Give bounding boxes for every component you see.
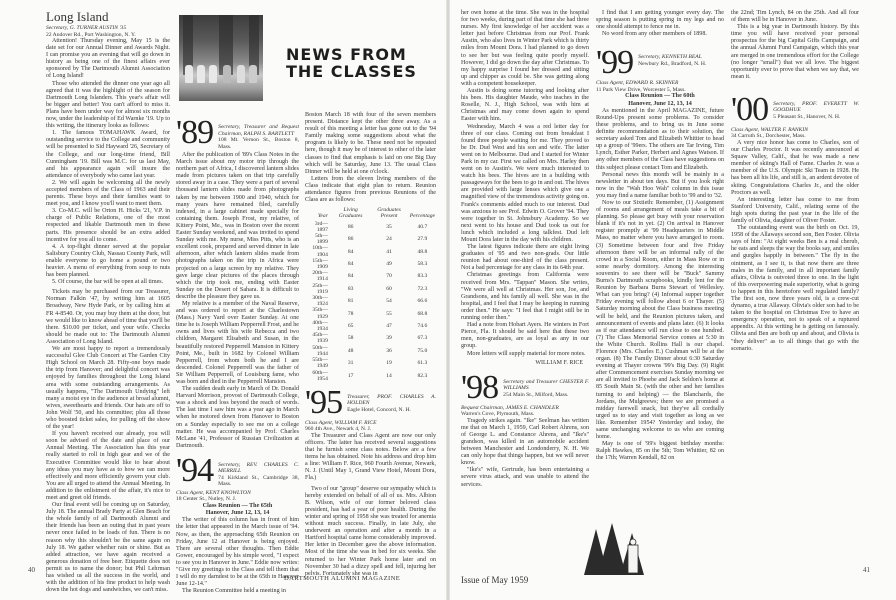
paragraph: Tickets may be purchased from our Treasurer, Norman Falkin '47, by writing him at 1605 Broadway, New Hyde Park, or by calling him at FR 4-8540. Or, you may buy them at the door, but we would like to know ahead of time that you'll be there. $10.00 per ticket, and your wife. Checks should be made out to: The Dartmouth Alumni Association of Long Island. [46,289,170,345]
table-cell: 65 [347,322,354,329]
table-cell: 58 [347,335,354,342]
paragraph: 4. A top-flight dinner served at the popular Salisbury Country Club, Nassau County Park, will enable everyone to go home a pound or two heavier. A menu of everything from soup to nuts has been planned. [46,243,170,279]
table-row [305,295,436,307]
paragraph: Those who attended the dinner one year ago all agreed that it was the highlight of the season for Dartmouth Long Islanders. This year's affair will be bigger and better! You can't afford to miss it. Plans have been under way for almost six months now, under the leadership of Ed Warnke '19. Up to this writing, the itinerary looks as follows: [46,80,170,130]
table-cell: 84 [347,273,354,280]
agent-line: Class Agent, KENT KNOWLTON [176,489,251,496]
paragraph: Tragedy strikes again. "Ike" Seelman has written me that on March 1, 1959, Carl Robert Ahrens, son of George L. and Constance Ahrens, and "Ike's" grandson, was killed in an automobile accident between Manchester and Londonderry, N. H. We can only hope that things happen, but we will never know. [461,417,589,467]
paragraph: Christmas greetings from California were received from Mrs. "Tappan" Mason. She writes, "We were all well at Christmas. Her son, Joe, and Grandsons, and his family all well. She was in the hospital, and I feel that I may be keeping in running order then." He says: "I feel that I might still be in running order then." [461,272,589,322]
paragraph: Letters from the eleven living members of the Class indicate that eight plan to return. Reunion attendance figures from previous Reunions of the Class are as follows: [305,175,436,204]
column-class-00 [731,10,859,353]
class-numeral: '94 [176,451,214,489]
region-title: Long Island [46,9,109,24]
reunion-notice [596,93,724,107]
table-cell: 81 [347,298,354,305]
table-cell: 66.6 [417,298,428,305]
magazine-name: DARTMOUTH ALUMNI MAGAZINE [284,575,401,582]
table-cell: 84 [347,260,354,267]
agent-line: Bequest Chairman, JAMES E. CHANDLER [461,404,559,411]
table-row [305,370,436,382]
reunion-line: Hanover, June 12, 13, 14 [628,100,692,107]
table-row [305,332,436,344]
table-row [305,307,436,319]
table-cell: 19 [386,360,392,367]
paragraph: Austin is doing some tutoring and looking after his bees. His daughter Maude, who teaches in the Roselle, N. J., High School, was with him at Christmas and may come down again to spend Easter with him. [461,88,589,123]
paragraph: Personal news this month will be mainly in a newsletter in about ten days. But if you look right now in the "Wah Hoo Wah" column in this issue you may find a name familiar both to '99 and to '32. [596,171,724,199]
page-number-left: 40 [28,566,35,574]
paragraph: The latest figures indicate there are eight living graduates of '95 and two non-grads. Our little reunion had about one-third of the class present. Not a bad percentage for any class in its 64th year. [461,244,589,272]
table-cell: 55th—1949 [312,357,328,370]
table-row [305,233,436,245]
paragraph: May is one of '99's biggest birthday months: Ralph Hawkes, 85 on the 5th; Tom Whittier, 82 on the 17th; Warren Kendall, 82 on [596,441,724,462]
class-89-header [176,114,299,151]
officer-line: Secretary, Treasurer and Bequest Chairman, RALPH S. BARTLETT [218,124,299,137]
table-cell: 10th—1904 [312,245,328,258]
table-cell: 5th—1899 [315,233,328,246]
table-cell: 82.3 [417,372,428,379]
table-cell: 75.0 [417,347,428,354]
officer-line: Secretary and Treasurer CHESTER F. WILLIAMS [503,378,589,392]
table-cell: 36 [386,347,392,354]
table-row [305,320,436,332]
table-cell: 67.3 [417,335,428,342]
class-numeral: '00 [731,90,769,128]
class-officers [218,118,299,150]
paragraph: A very nice honor has come to Charles, son of our Charles Proctor. It was recently announced at Squaw Valley, Calif., that he was made a new member of skiing's Hall of Fame. Charles Jr. was a member of the U.S. Olympic Ski Team in 1928. He has been all his life, and still is, an ardent devotee of skiing. Congratulations Charles Jr., and the older Proctors as well. [731,139,859,196]
table-row [305,270,436,282]
section-headline [286,46,417,80]
paragraph: Boston March 18 with four of the seven members present. Distance kept the other three away. As a result of this meeting a letter has gone out to the '94 Family making some suggestions about what the program is likely to be. These need not be repeated here, though it may be of interest to other of the later classes to find that emphasis is laid on one Big Day which will be Saturday, June 13. The usual Class Dinner will be held at one o'clock. [305,112,436,175]
table-cell: 68.8 [417,310,428,317]
table-cell: 24 [386,236,392,243]
table-cell: 20th—1914 [312,270,328,283]
table-cell: 50th—1944 [312,344,328,357]
table-cell: 35th—1929 [312,307,328,320]
address-line: 74 Kirkland St., Cambridge 38, Mass. [218,474,299,488]
class-officers [503,373,589,399]
paragraph: As mentioned in the April MAGAZINE, future Round-Ups present some problems. To consider these problems, and to bring us in June some definite recommendation as to their solution, the secretary asked Tom and Elizabeth Whittier to head up a group of '99ers. The others are Tar Irving, Tim Lynch, Esther Parker, Herbert and Agnes Watson. If any other members of the Class have suggestions on this subject please contact Tom and Elizabeth. [596,107,724,171]
address-line: 22 Andover Rd., Port Washington, N. Y. [46,31,136,38]
table-cell: 35 [386,223,392,230]
address-line: 960 4th Ave., Newark 4, N. J. [305,426,372,433]
address-line: 254 Main St., Milford, Mass. [503,391,569,398]
table-cell: 72.3 [417,285,428,292]
table-row [305,258,436,270]
address-line: Warren's Cove, Plymouth, Mass. [461,411,535,418]
paragraph: Had a note from Hobart Ayers. He winters in Fort Pierce, Fla. It should be said here that these two men, non-graduates, are as loyal as any in our group. [461,322,589,350]
table-cell: 48.8 [417,248,428,255]
reunion-line: Class Reunion — The 65th [202,502,273,509]
class-numeral: '98 [461,368,499,406]
column-class-99 [596,10,724,462]
address-line: Newbury Rd., Bradford, N. H. [638,60,707,67]
paragraph: We are most happy to report a tremendously successful Glee Club Concert at The Garden City High School on March 28. Fifty-one boys made the trip from Hanover; and delightful concert was enjoyed by families throughout the Long Island area with some outstanding arrangements. As usually happens, "The Dartmouth Undying" left many a moist eye in the audience at broad alumni, wives, sweethearts and friends. Our hats are off to John Wolf '50, and his committee; plus all those who boosted ticket sales, for pulling off the show of the year! [46,346,170,431]
address-line: Eagle Hotel, Concord, N. H. [347,406,411,413]
table-cell: 70 [386,273,392,280]
paragraph: The Treasurer and Class Agent are now our only officers. The latter has received several suggestions that he furnish some class notes. Below are a few items he has obtained. Note his address and drop him a line: William F. Rice, 960 Fourth Avenue, Newark, N. J. (Until May 1, Grand View Hotel, Mount Dora, Fla.) [305,432,436,482]
paragraph: 3. Co-M.C. will be Orton H. Hicks '21, V.P. in charge of Public Relations, one of the most respected and likable Dartmouth men in these parts. His presence should be an extra added incentive for you all to come. [46,208,170,243]
reunion-notice [176,503,299,517]
table-row [305,345,436,357]
class-officers [347,388,436,414]
column-header: Percentage [409,213,435,220]
officer-line: Treasurer, PROF. CHARLES A. HOLDEN [347,393,436,407]
table-cell: 14 [386,372,392,379]
table-cell: 17 [347,372,354,379]
address-line: 5 Pleasant St., Hanover, N. H. [773,113,841,120]
secretary-line: Secretary, G. TURNER AUSTIN '35 [46,25,127,31]
paragraph: The outstanding event was the birth on Oct. 19, 1958 of the Allaways second son, Ben Foster. Olivia says of him: "At eight weeks Ben is a real cherub, he eats and sleeps the way the books say, and smiles and gurgles happily in between." The fly in the ointment, as I see it, is that now there are three males in the family, and in all important family affairs, Olivia is outvoted three to one. In the light of this overpowering male superiority, what is going to happen in this heretofore well regulated family? The first son, now three years old, is a crew-cut dynamo, a true Allaway. Olivia's older son had to be taken to the hospital on Christmas Eve to have an emergency operation, not to speak of a ruptured appendix. At this writing he is getting on famously. Olivia and Ben are both up and about, and Olivia is "they deliver" as to all things that go with the scenario. [731,225,859,352]
issue-date: Issue of May 1959 [461,575,529,585]
table-row [305,283,436,295]
address-line: 108 Mt. Vernon St., Boston 8, Mass. [218,137,299,150]
table-cell: 78 [347,310,354,317]
paragraph: 2. We will again be welcoming all the newly accepted members of the Class of 1963 and their parents. These boys and their families want to meet you, and I know you'll want to meet them. [46,179,170,208]
table-cell: 47 [386,322,392,329]
column-header: Year [317,213,328,220]
table-cell: 31 [347,360,354,367]
reunion-attendance-table [305,206,436,382]
officer-line: Secretary, PROF. EVERETT W. GOODHUE [773,100,859,114]
paragraph: The sudden death early in March of Dr. Donald Harvard Morrison, provost of Dartmouth College, was a shock and loss beyond the reach of words. The last time I saw him was a year ago in March when he motored down from Hanover to Boston on a Sunday especially to see me on a college matter. He was accompanied by Prof. Charles McLane '41, Professor of Russian Civilization at Dartmouth. [176,386,299,449]
officer-line: Secretary, KENNETH BEAL [638,54,702,61]
photo-figure [209,65,217,83]
table-cell: 41 [386,248,392,255]
paragraph: 5. Of course, the bar will be open at all times. [52,279,164,286]
paragraph: The writer of this column has in front of him the letter that appeared in the March issue of '94. Now, as then, the approaching 65th Reunion on Friday, June 12 at Hanover is being enjoyed. There are several other thoughts. Then Eddie Gower, encouraged by his simple word, "I expect to see you in Hanover in June." Eddie now writes: "Give my greetings to the Class and tell them that I will do my darndest to be at the 65th in Hanover June 12-14." [176,517,299,588]
table-cell: 15th—1909 [312,257,328,271]
paragraph: Attention! Thursday evening, May 15 is the date set for our Annual Dinner and Awards Night. I can promise you an evening that will go down in history as being one of the finest affairs ever sponsored by The Dartmouth Alumni Association of Long Island! [46,38,170,80]
table-cell: 60th—1954 [312,369,328,382]
paragraph: Our final event will be coming up on Saturday, July 18. The annual Brady Party at Glen Beach for the whole family of all Dartmouth Alumni and their friends has been an outing that in past years never once failed to be loads of fun. There is no reason why this shouldn't be the same again on July 18. We gather whether rain or shine. But as added attraction, we have again received a generous donation of free beer. Etiquette does not permit us to name the donor; but Phil Lehrman has wished us all the success in the world, and with the addition of his fine product to help wash down the hot dogs and sandwiches, we can't miss. [46,502,170,594]
paragraph: After the publication of '89's Class Notes in the March issue about my motor trip through the northern part of Africa, I discovered lantern slides made from pictures taken on that trip carefully stored away in a case. They were a part of several thousand lantern slides made from photographs taken by me between 1900 and 1940, which for many years have remained filed, carefully indexed, in a large cabinet made specially for containing them. Joseph Frost, my relative, of Kittery Point, Me., was in Boston over the recent Easter Sunday weekend, and was invited to spend Sunday with me. My nurse, Miss Pitts, who is an excellent cook, prepared and served dinner in late afternoon, after which lantern slides made from photographs taken on the trip in Africa were projected on a large screen by my relative. They gave large clear pictures of the places through which the trip took me, ending with Easter Sunday on the Desert of Sahara. It is difficult to describe the pleasure they gave us. [176,152,299,300]
column-class-95-98 [461,10,589,489]
agent-line: Class Agent, WILLIAM F. RICE [305,419,377,426]
paragraph: An interesting letter has come to me from Stanford University, Calif., relating some of the high spots during the past year in the life of the family of Olivia, daughter of Oliver Foster. [731,196,859,224]
paragraph: If you haven't received our already, you will soon be advised of the date and place of our Annual Meeting. The Association has this year really started to roll in high gear and we of the Executive Committee would like to hear about any ideas you may have as to how we can more effectively and more efficiently govern your club. You are all urged to attend the Annual Meeting. In addition to the enlistment of the affair, it's nice to meet and greet old friends. [46,431,170,501]
class-99-header [596,44,724,82]
paragraph: Wednesday, March 4 was a red letter day for three of our class. Coming out from breakfast I found three people waiting for me. They proved to be Dr. Dud West and his son and wife. The latter went on to Melbourne. Dud and I started for Winter Park in my car. First we called on Mrs. Harley then went on to Austin's. We were much interested to watch his bees. The hives are in a building with passageways for the bees to go in and out. The hives are provided with large lenses which give one a magnified view of the tremendous activity going on. Frank's comments added much to our interest. Dud was anxious to see Prof. Edwin O. Grover '94. They were together in St. Johnsbury Academy. So we next went to his house and Dud took us out for lunch which included a long talkfest. Dud left Mount Dora later in the day with his children. [461,123,589,243]
table-cell: 3rd—1897 [314,220,328,233]
table-cell: 60 [386,285,392,292]
paragraph: Two of our "group" deserve our sympathy which is hereby extended on behalf of all of us. Mrs. Albion B. Wilson, wife of our former beloved class president, has had a year of poor health. During the winter and spring of 1958 she was treated for anemia without much success. Finally, in late July, she underwent an operation and after a month in a Hartford hospital came home considerably improved. Her letter in December gave the above information. Most of the time she was in bed for six weeks. She returned to her Winter Park home later and on November 30 had a dizzy spell and fell, injuring her pelvis. Fortunately she was in [305,485,436,577]
table-cell: 74.6 [417,322,428,329]
class-reunion-photo [179,15,263,101]
table-cell: 58.3 [417,260,428,267]
paragraph: The Reunion Committee held a meeting in [182,588,286,595]
agent-line: Class Agent, EDWARD R. SKINNER [596,80,679,87]
photo-figure [197,65,205,83]
class-numeral: '89 [176,114,214,151]
class-numeral: '99 [596,44,634,82]
photo-figure [249,65,257,83]
column-header: Living Graduates [338,207,363,220]
address-line: 18 Center St., Nutley, N. J. [176,496,237,503]
photo-figure [237,65,245,83]
table-row [305,221,436,233]
class-numeral: '95 [305,383,343,421]
headline-line-1: NEWS FROM [286,45,407,64]
paragraph: 1. The famous TOMAHAWK Award, for outstanding service to the College and community will be presented to Sid Hayward '26, Secretary of the College, and our long-time friend, Bill Cunningham '19. Bill was M.C. for us last May, and his appearance again will insure the attendance of everybody who came last year. [46,130,170,179]
address-line: 34 Carruth St., Dorchester, Mass. [731,133,806,140]
signature: WILLIAM F. RICE [535,359,583,366]
paragraph: Now to our Sixtieth: Remember, (1) Assignment of rooms and arrangement of meals take a bit of planning. So please get busy with your reservation blank if it's not in yet. (2) On arrival in Hanover register promptly at '99 Headquarters in Middle Mass, no matter where you have arranged to room. (3) Sometime between four and five Friday afternoon there will be an informal rally of the crowd in a Social Room, either in Mass Row or in some nearby dormitory. Among the interesting souvenirs to see there will be "Buck" Sammy Burns's Dartmouth scrapbooks, kindly lent for the Reunion by Barbara Burns Stewart of Wellesley. What can you bring? (4) Informal supper together Friday evening will follow about 6 or Thayer. (5) Saturday morning about the Class business meeting will be held, and the Reunion pictures taken, and announcement of events and plans later. (6) It looks as if our attendance will run close to one hundred. (7) The Class Memorial Service comes at 5:30 in the White Church. Rollins Hall is our chapel. Florence (Mrs. Charles E.) Cushman will be at the organ. (8) The Family Dinner about 6:30 Saturday evening at Thayer crowns '99's Big Day. (9) Right after Commencement exercises Sunday morning we are all invited to Phoebe and Jack Seldon's home at 85 South Main St. (with the other and her families turning to and helping) — the Blanchards, the Jordans, the Mulgreews; there we are promised a midday farewell snack, but they've all cordially urged us to stay and visit together as long as we like. Remember 1954? Yesterday and today, the same unchanging welcome to us who are coming home. [596,200,724,441]
photo-figure [185,65,193,83]
page-number-right: 41 [863,566,870,574]
table-cell: 39 [386,335,392,342]
table-cell: 48 [347,347,354,354]
paragraph: This is a big year in Dartmouth history. By this time you will have received your personal prospectus for the big Capital Gifts Campaign, and the annual Alumni Fund Campaign, which this year are merged in one tremendous effort for the College (no longer "small") that we all love. The biggest opportunity ever to prove that when we say that, we mean it. [731,24,859,80]
table-cell: 30th—1924 [312,295,328,308]
table-row [305,245,436,257]
class-officers [638,48,706,67]
agent-line: Class Agent, WALTER F. RANKIN [731,126,808,133]
column-long-island [46,10,170,594]
column-header: Graduates Present [377,207,401,220]
photo-figure [223,65,231,83]
class-officers [773,95,859,121]
table-cell: 86 [347,236,354,243]
class-95-header [305,383,436,421]
reunion-line: Class Reunion — The 60th [625,93,695,100]
table-cell: 84 [347,248,354,255]
table-cell: 45th—1939 [312,332,328,345]
table-cell: 25th—1919 [312,282,328,295]
table-row [305,357,436,369]
paragraph: "Ike's" wife, Gertrude, has been entertaining a severe virus attack, and was unable to attend the services. [461,467,589,488]
table-cell: 49 [386,260,392,267]
paragraph: the 22nd; Tim Lynch, 84 on the 25th. And all four of them will be in Hanover in June. [731,10,859,24]
table-cell: 86 [347,223,354,230]
paragraph: I find that I am getting younger every day. The spring season is putting spring in my legs and no one should attempt to fence me in. [596,10,724,31]
table-cell: 83 [347,285,354,292]
address-line: 11 Park View Drive, Worcester 5, Mass. [596,86,686,93]
reunion-line: Hanover, June 12, 13, 14 [205,510,270,517]
class-94-header [176,451,299,489]
table-cell: 40.7 [417,223,428,230]
paragraph: My relative is a member of the Naval Reserve, and was ordered to report at the Charlestown (Mass.) Navy Yard over Easter Sunday. At one time he is Joseph William Pepperrell Frost, and he owns and lives with his wife Rebecca and two children, Margaret Elisabeth and Susan, in the beautifully restored Pepperrell Mansion in Kittery Point, Me., built in 1682 by Colonel William Pepperrell, from whom both he and I are descended. Colonel Pepperrell was the father of Sir William Pepperrell, of Louisburg fame, who was born and died in the Pepperrell Mansion. [176,300,299,385]
table-cell: 55 [386,310,392,317]
paragraph: More letters will supply material for more notes. [467,350,586,357]
table-cell: 40th—1934 [312,319,328,333]
table-cell: 83.3 [417,273,428,280]
column-class-89-94 [176,112,299,595]
class-officers [218,456,299,488]
headline-line-2: THE CLASSES [286,62,417,81]
pine-trees-illustration [576,523,654,575]
paragraph: her own home at the time. She was in the hospital for two weeks, during part of that time she had three nurses. My first knowledge of her accident was a letter just before Christmas from our Prof. Frank Austin, who also lives in Winter Park which is thirty miles from Mount Dora. I had planned to go down to see her but was feeling quite poorly myself. However, I did go down the day after Christmas. To my happy surprise I found her dressed and sitting up and chipper as could be. She was getting along with a competent housekeeper. [461,10,589,87]
class-00-header [731,90,859,128]
officer-line: Secretary, REV. CHARLES C. MERRILL [218,461,299,475]
table-header-row [305,206,436,220]
table-cell: 54 [386,298,392,305]
class-98-header [461,368,589,406]
paragraph: No word from any other members of 1898. [602,31,707,38]
table-cell: 61.3 [417,360,428,367]
table-cell: 27.9 [417,236,428,243]
column-class-94-95 [305,112,436,578]
